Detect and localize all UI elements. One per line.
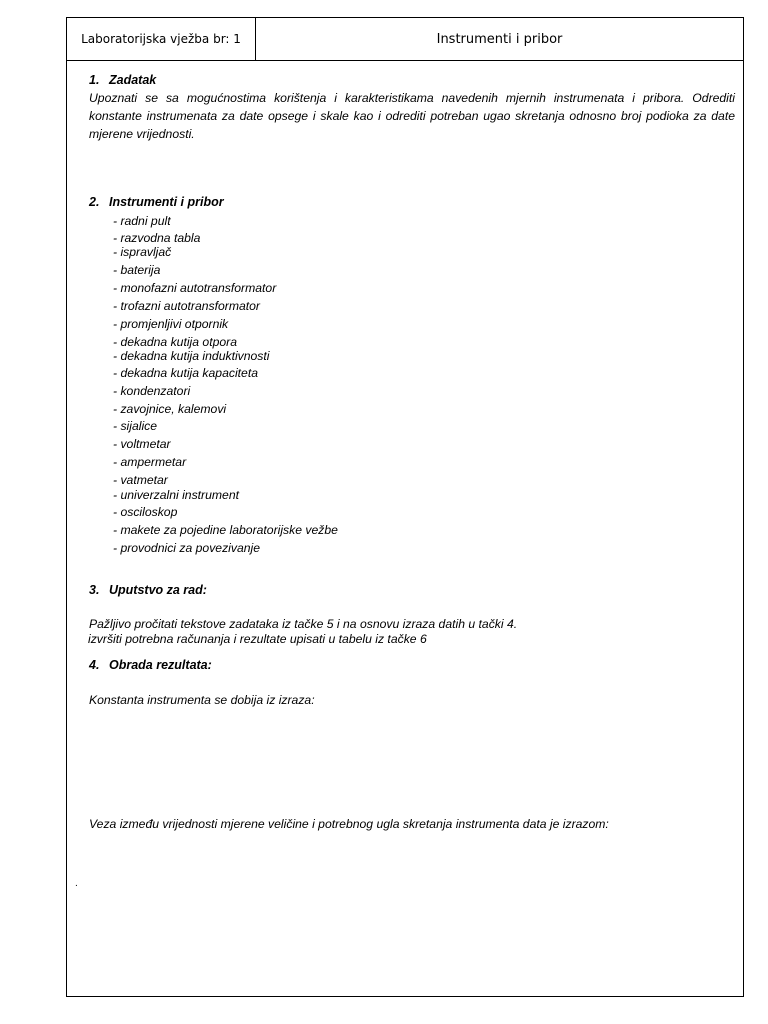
- section-1-heading: [89, 73, 156, 87]
- section-2-heading: [89, 195, 224, 209]
- list-item: - kondenzatori: [113, 384, 191, 398]
- list-item: - trofazni autotransformator: [113, 299, 260, 313]
- list-item: - sijalice: [113, 419, 158, 433]
- section-2-title: Instrumenti i pribor: [109, 195, 224, 209]
- section-1-number: 1.: [89, 73, 100, 87]
- section-3-line-1: Pažljivo pročitati tekstove zadataka iz tačke 5 i na osnovu izraza datih u tački 4.: [89, 617, 518, 631]
- list-item: - osciloskop: [113, 505, 178, 519]
- list-item: - provodnici za povezivanje: [113, 541, 261, 555]
- section-1-title: Zadatak: [109, 73, 157, 87]
- list-item: - razvodna tabla: [113, 231, 201, 245]
- list-item: - baterija: [113, 263, 161, 277]
- list-item: - voltmetar: [113, 437, 171, 451]
- list-item: - zavojnice, kalemovi: [113, 402, 227, 416]
- section-3-number: 3.: [89, 583, 100, 597]
- list-item: - dekadna kutija induktivnosti: [113, 349, 270, 363]
- section-1-text: Upoznati se sa mogućnostima korištenja i karakteristikama navedenih mjernih instrumenata i pribora. Odrediti konstante instrumenata za date opsege i skale kao i odrediti potreban ugao skretanja odnosno broj podioka za date mjerene vrijednosti.: [89, 91, 735, 141]
- list-item: - radni pult: [113, 214, 171, 228]
- document-frame: [66, 17, 744, 997]
- section-3-title: Uputstvo za rad:: [109, 583, 207, 597]
- list-item: - ampermetar: [113, 455, 187, 469]
- list-item: - vatmetar: [113, 473, 168, 487]
- list-item: - dekadna kutija kapaciteta: [113, 366, 258, 380]
- document-title: Instrumenti i pribor: [436, 31, 563, 47]
- list-item: - promjenljivi otpornik: [113, 317, 229, 331]
- section-4-line-1: Konstanta instrumenta se dobija iz izraza:: [89, 693, 315, 707]
- list-item: - monofazni autotransformator: [113, 281, 277, 295]
- section-4-number: 4.: [89, 658, 100, 672]
- section-3-heading: [89, 583, 207, 597]
- exercise-label: Laboratorijska vježba br: 1: [67, 18, 256, 60]
- section-4-title: Obrada rezultata:: [109, 658, 212, 672]
- section-3-line-2: izvršiti potrebna računanja i rezultate upisati u tabelu iz tačke 6: [88, 632, 427, 646]
- list-item: - ispravljač: [113, 245, 172, 259]
- stray-mark: .: [75, 878, 78, 889]
- section-2-number: 2.: [89, 195, 100, 209]
- section-4-heading: [89, 658, 212, 672]
- list-item: - dekadna kutija otpora: [113, 335, 237, 349]
- list-item: - univerzalni instrument: [113, 488, 239, 502]
- list-item: - makete za pojedine laboratorijske vežbe: [113, 523, 338, 537]
- header-table: [67, 18, 743, 61]
- section-4-line-2: Veza između vrijednosti mjerene veličine i potrebnog ugla skretanja instrumenta data je izrazom:: [89, 817, 609, 831]
